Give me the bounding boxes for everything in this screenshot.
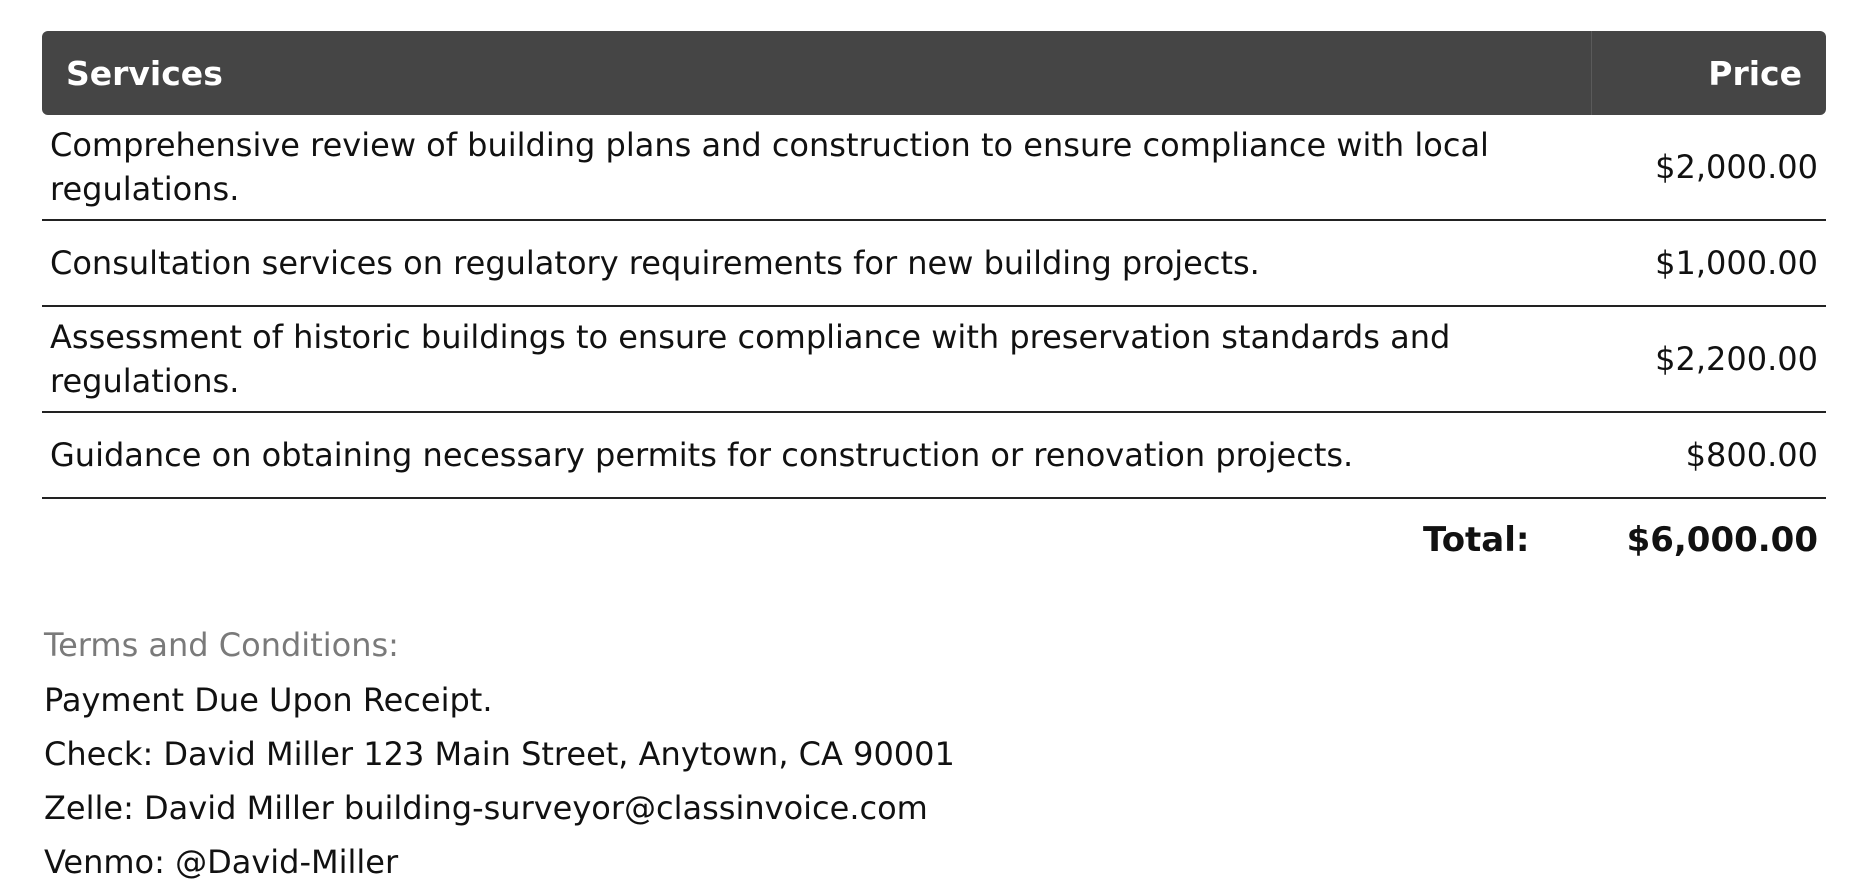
services-table (42, 31, 1826, 581)
service-description: Comprehensive review of building plans and construction to ensure compliance with local regulations. (42, 115, 1592, 220)
service-description: Assessment of historic buildings to ensure compliance with preservation standards and regulations. (42, 306, 1592, 412)
venmo-payment-line: Venmo: @David-Miller (44, 843, 399, 881)
table-header-row (42, 31, 1826, 115)
total-label: Total: (1423, 520, 1530, 560)
total-value: $6,000.00 (1626, 520, 1818, 560)
terms-heading: Terms and Conditions: (44, 626, 399, 664)
table-row (42, 220, 1826, 306)
services-column-header: Services (42, 31, 1592, 115)
total-row (42, 498, 1826, 581)
service-price: $1,000.00 (1592, 220, 1827, 306)
service-price: $2,000.00 (1592, 115, 1827, 220)
service-price: $800.00 (1592, 412, 1827, 498)
service-price: $2,200.00 (1592, 306, 1827, 412)
payment-due-line: Payment Due Upon Receipt. (44, 681, 493, 719)
table-row (42, 306, 1826, 412)
table-row (42, 115, 1826, 220)
terms-section (44, 617, 955, 889)
service-description: Guidance on obtaining necessary permits for construction or renovation projects. (42, 412, 1592, 498)
zelle-payment-line: Zelle: David Miller building-surveyor@classinvoice.com (44, 789, 928, 827)
service-description: Consultation services on regulatory requirements for new building projects. (42, 220, 1592, 306)
table-row (42, 412, 1826, 498)
price-column-header: Price (1592, 31, 1827, 115)
check-payment-line: Check: David Miller 123 Main Street, Anytown, CA 90001 (44, 735, 955, 773)
